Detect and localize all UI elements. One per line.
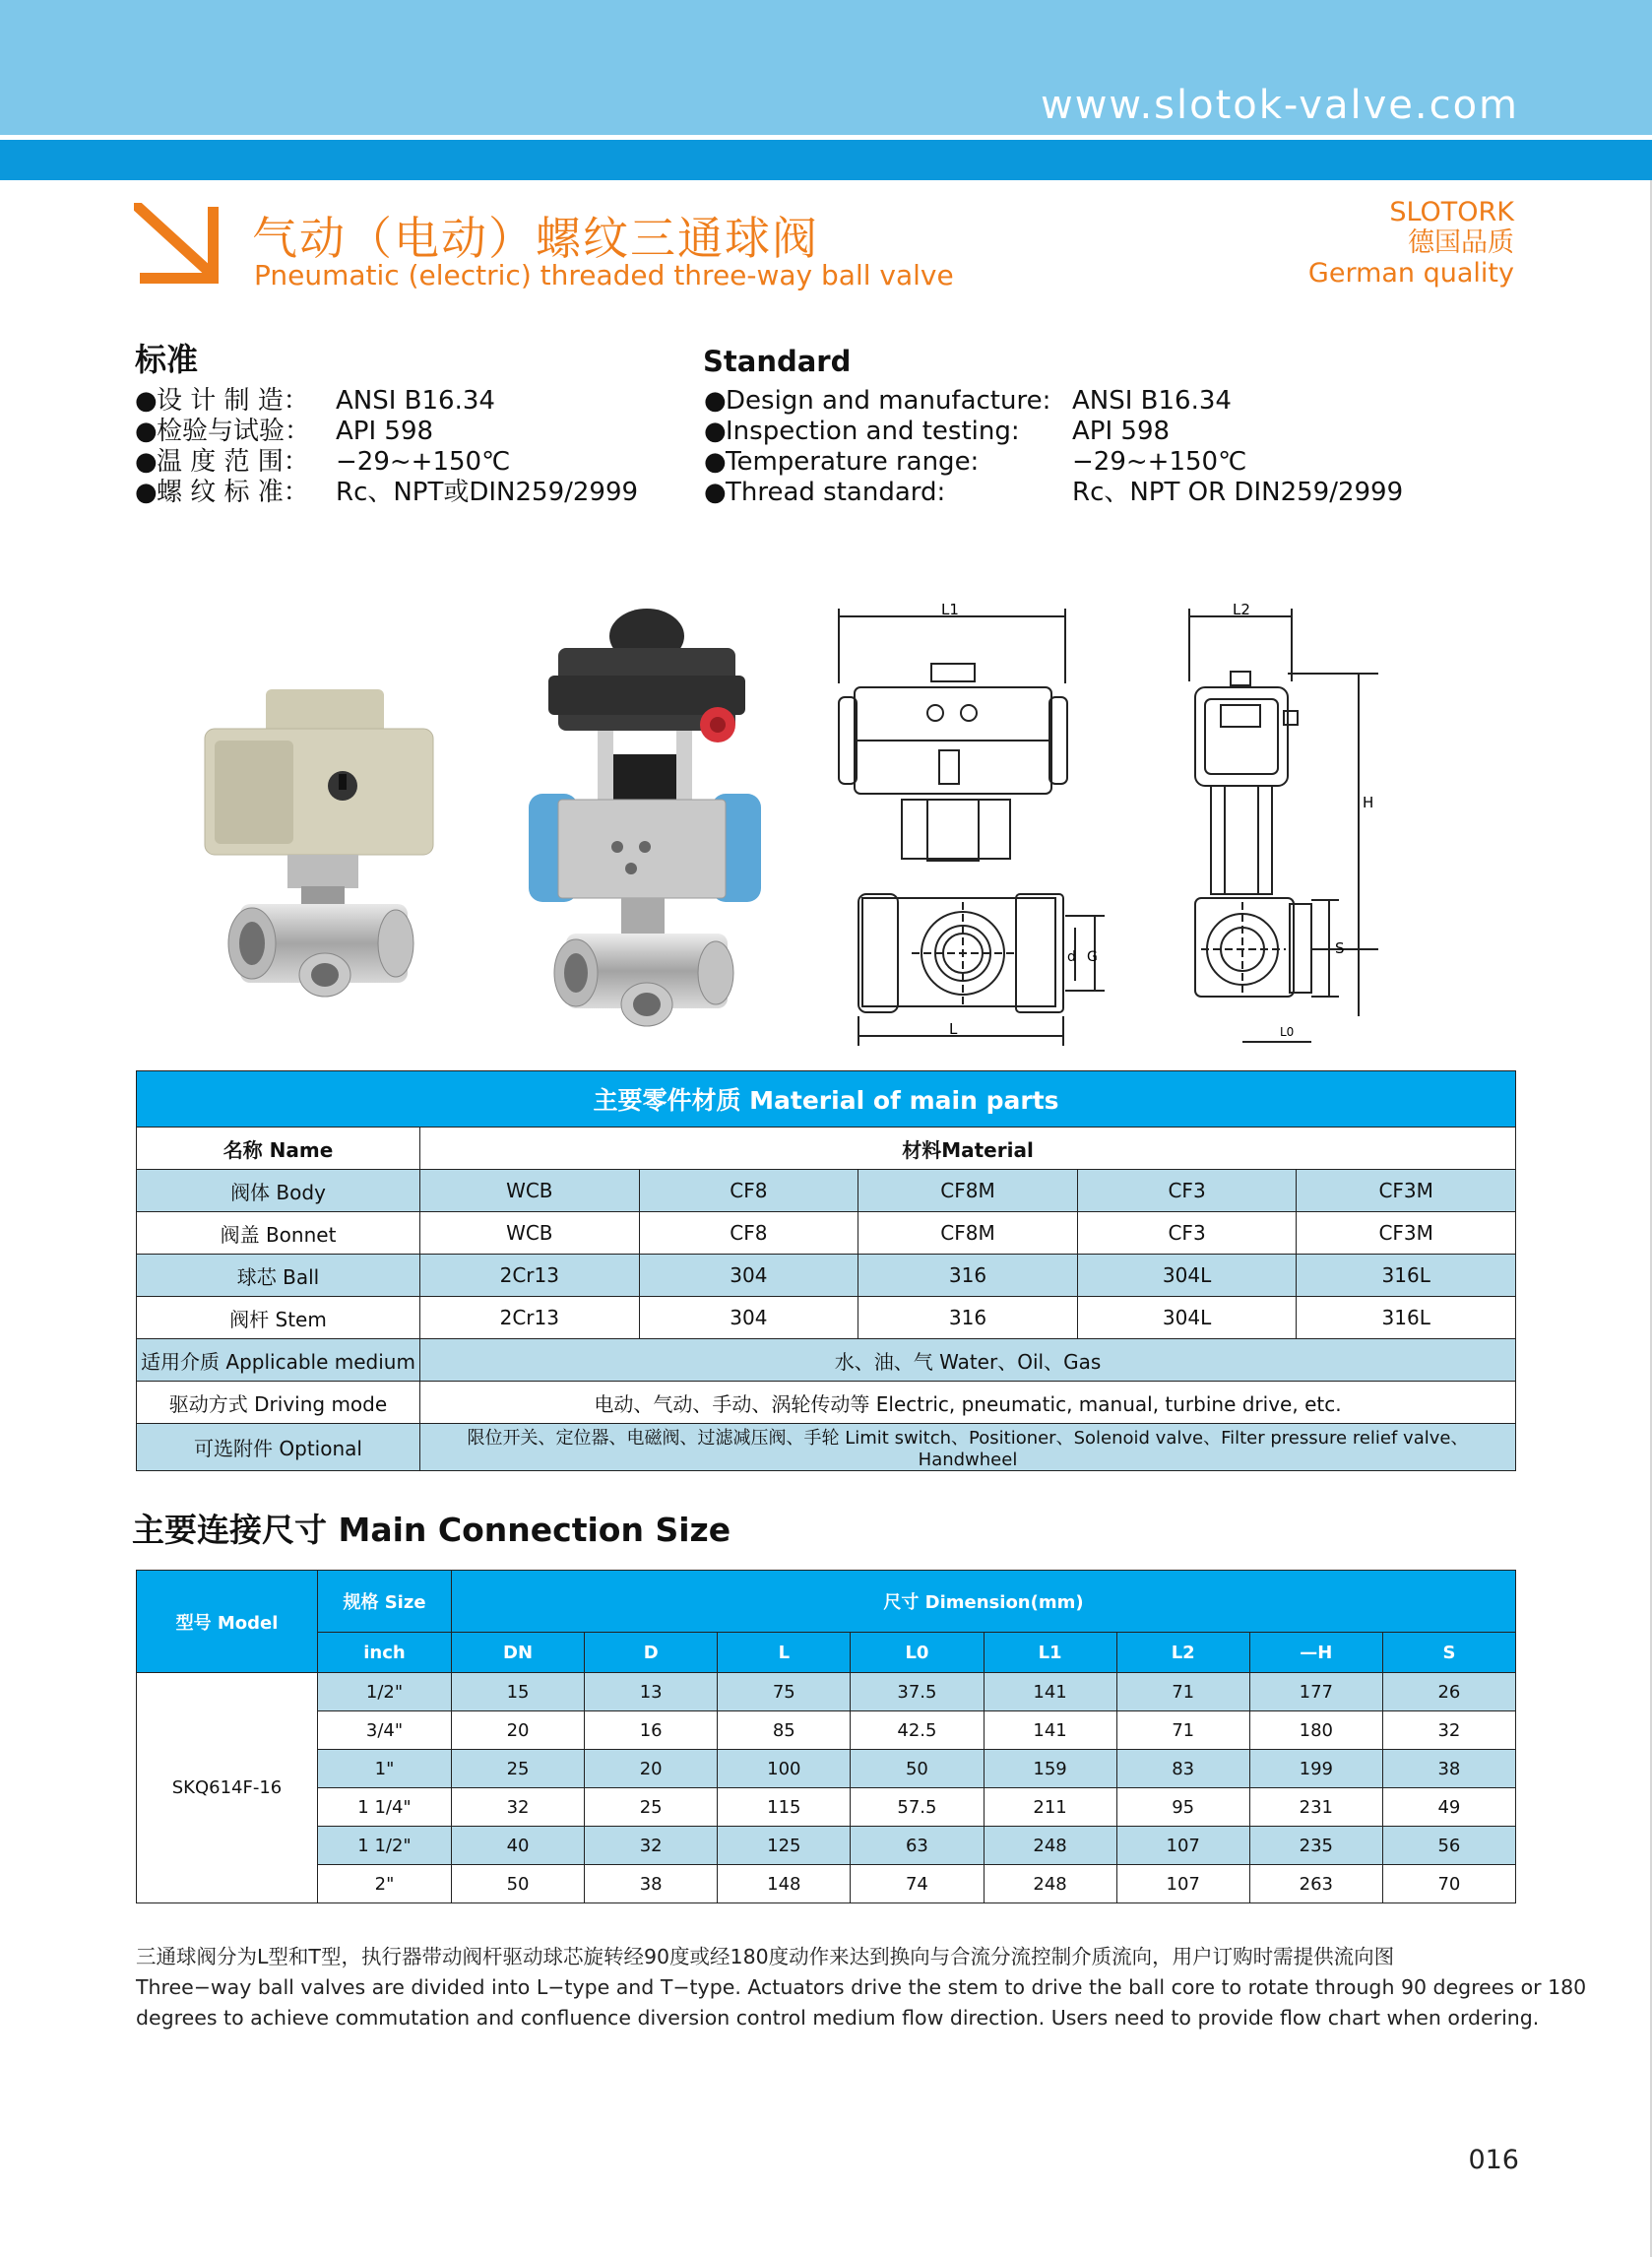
connection-size-table: 型号 Model 规格 Size 尺寸 Dimension(mm) inch DN D L L0 L1 L2 —H S SKQ614F-16 1/2" 15 13 75 37.5 141 71 177 26 3/4" 20 16 85 42.5 141 71 180 32 1" 25 20 100 50 159 83 199 38 1 1/4" 32 25 115 57.5 211 95 231 49 1 1/2" 40 32 125 63 248 107 235 56 2" 50 38 148 74 248 107 263 70	[136, 1570, 1516, 1903]
bullet-icon: ●	[135, 478, 158, 507]
standard-item: ● Thread standard: Rc、NPT OR DIN259/2999	[704, 478, 1404, 507]
header-band-dark	[0, 140, 1652, 180]
model-header: 型号 Model	[137, 1571, 318, 1673]
dim-label-g: G	[1087, 949, 1098, 965]
page-number: 016	[1468, 2145, 1519, 2175]
brand-block	[1308, 197, 1514, 289]
bullet-icon: ●	[704, 478, 727, 507]
standard-list-cn	[135, 386, 638, 508]
note-en-line1: Three−way ball valves are divided into L−type and T−type. Actuators drive the stem to drive the ball core to rotate through 90 degrees or 180	[136, 1975, 1587, 1999]
standard-item: ● Temperature range: −29~+150℃	[704, 447, 1247, 477]
table-row: 适用介质 Applicable medium 水、油、气 Water、Oil、Gas	[137, 1339, 1516, 1382]
standard-item: ● 温 度 范 围： −29~+150℃	[135, 447, 511, 477]
bullet-icon: ●	[704, 417, 727, 446]
standard-heading-cn: 标准	[135, 341, 199, 378]
pneumatic-valve-photo	[519, 607, 761, 1036]
model-cell: SKQ614F-16	[137, 1673, 318, 1903]
standard-item: ● 螺 纹 标 准： Rc、NPT或DIN259/2999	[135, 478, 639, 507]
description-note	[136, 1942, 1587, 2033]
electric-valve-photo	[195, 679, 443, 1004]
table-row: 2" 50 38 148 74 248 107 263 70	[137, 1865, 1516, 1903]
standard-list-en	[704, 386, 1403, 508]
material-table-caption: 主要零件材质 Material of main parts	[137, 1071, 1516, 1128]
website-url[interactable]: www.slotok-valve.com	[1040, 83, 1519, 128]
brand-tagline-cn: 德国品质	[1408, 227, 1514, 258]
table-row: 可选附件 Optional 限位开关、定位器、电磁阀、过滤减压阀、手轮 Limit switch、Positioner、Solenoid valve、Filter pressure relief valve、Handwheel	[137, 1424, 1516, 1471]
dim-label-l2: L2	[1233, 603, 1250, 618]
dim-label-l: L	[949, 1020, 958, 1038]
dim-label-d: d	[1067, 949, 1076, 965]
bullet-icon: ●	[704, 447, 727, 477]
standard-item: ● Inspection and testing: API 598	[704, 417, 1171, 446]
bullet-icon: ●	[135, 447, 158, 477]
table-row: 1 1/2" 40 32 125 63 248 107 235 56	[137, 1827, 1516, 1865]
table-row: 阀杆 Stem 2Cr13 304 316 304L 316L	[137, 1297, 1516, 1339]
standard-item: ● 设 计 制 造： ANSI B16.34	[135, 386, 495, 416]
connection-size-title: 主要连接尺寸 Main Connection Size	[132, 1511, 731, 1549]
table-row: SKQ614F-16 1/2" 15 13 75 37.5 141 71 177 26	[137, 1673, 1516, 1711]
product-title-en: Pneumatic (electric) threaded three-way ball valve	[254, 259, 954, 291]
dim-label-s: S	[1335, 939, 1345, 957]
bullet-icon: ●	[704, 386, 727, 416]
product-title-cn: 气动（电动）螺纹三通球阀	[252, 212, 819, 265]
brand-tagline-en: German quality	[1307, 258, 1514, 289]
table-row: 阀盖 Bonnet WCB CF8 CF8M CF3 CF3M	[137, 1212, 1516, 1255]
standard-item: ● Design and manufacture: ANSI B16.34	[704, 386, 1232, 416]
dim-label-l0: L0	[1280, 1025, 1295, 1039]
table-row: 球芯 Ball 2Cr13 304 316 304L 316L	[137, 1255, 1516, 1297]
dim-label-l1: L1	[941, 603, 959, 618]
table-row: 1" 25 20 100 50 159 83 199 38	[137, 1750, 1516, 1788]
table-row: 3/4" 20 16 85 42.5 141 71 180 32	[137, 1711, 1516, 1750]
side-view-drawing	[1181, 603, 1437, 1058]
note-en-line2: degrees to achieve commutation and confluence diversion control medium flow direction. Users need to provide flow chart when ordering.	[136, 2006, 1540, 2030]
bullet-icon: ●	[135, 386, 158, 416]
table-row: 驱动方式 Driving mode 电动、气动、手动、涡轮传动等 Electric, pneumatic, manual, turbine drive, etc.	[137, 1382, 1516, 1424]
arrow-logo-icon	[134, 203, 224, 288]
standard-item: ● 检验与试验： API 598	[135, 417, 434, 446]
material-col-name: 名称 Name	[137, 1128, 420, 1170]
standard-heading-en: Standard	[703, 345, 852, 378]
brand-name: SLOTORK	[1389, 197, 1514, 227]
table-row: 1 1/4" 32 25 115 57.5 211 95 231 49	[137, 1788, 1516, 1827]
note-cn: 三通球阀分为L型和T型，执行器带动阀杆驱动球芯旋转经90度或经180度动作来达到换向与合流分流控制介质流向，用户订购时需提供流向图	[136, 1945, 1395, 1968]
size-header: 规格 Size	[318, 1571, 452, 1633]
material-col-material: 材料Material	[420, 1128, 1516, 1170]
front-view-drawing	[833, 603, 1128, 1058]
dimension-header: 尺寸 Dimension(mm)	[452, 1571, 1516, 1633]
material-table	[136, 1070, 1516, 1471]
dim-label-h: H	[1363, 794, 1374, 811]
table-row: 阀体 Body WCB CF8 CF8M CF3 CF3M	[137, 1170, 1516, 1212]
bullet-icon: ●	[135, 417, 158, 446]
